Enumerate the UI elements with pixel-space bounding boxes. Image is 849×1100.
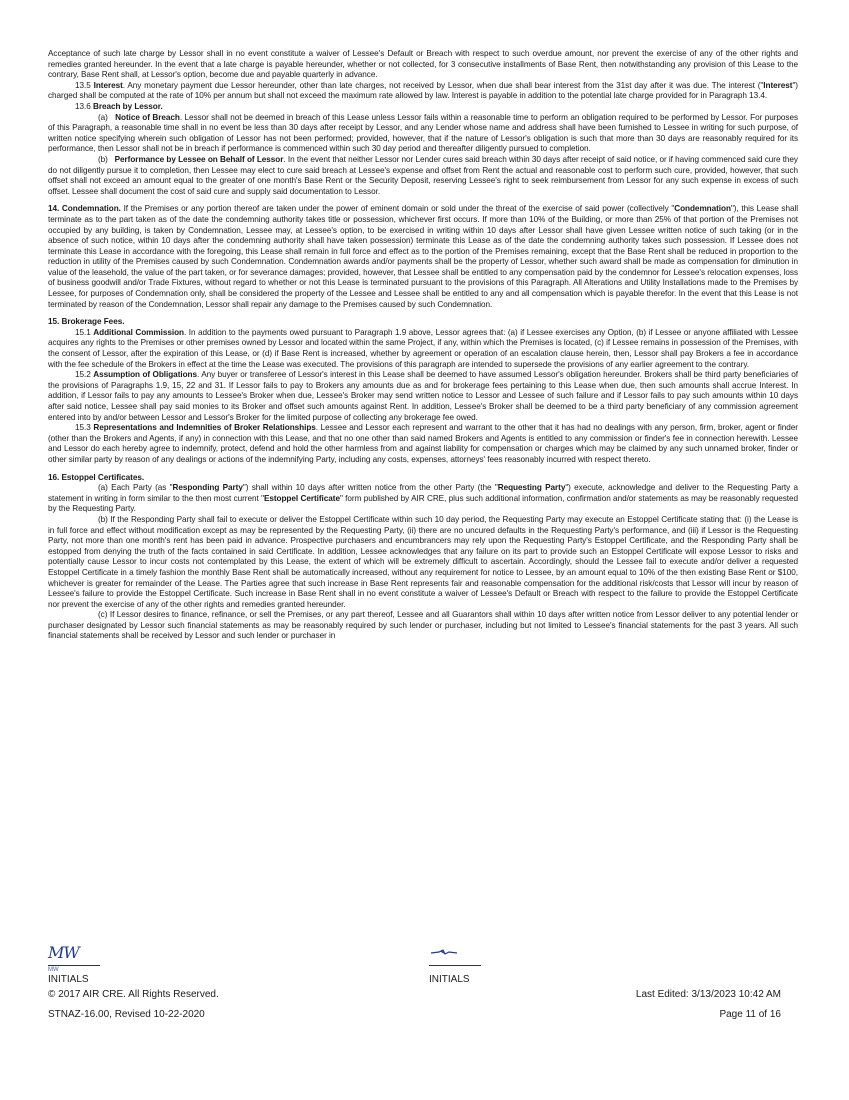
subsection-number: (c) — [98, 610, 108, 620]
subsection-number: (b) — [98, 154, 108, 164]
defined-term: Responding Party — [172, 483, 243, 493]
lessee-initials-block — [429, 945, 509, 986]
paragraph-text: If the Responding Party shall fail to execute or deliver the Estoppel Certificate within such 10 day period, the Requesting Party may execute an Estoppel Certificate stating that: (i) the Lease is in full force and effect without modification except as may be represented by the Requesting Party, (ii) there are no uncured defaults in the Requesting Party's performance, and (iii) if Lessor is the Requesting Party, not more than one month's rent has been paid in advance. Prospective purchasers and encumbrancers may rely upon the Requesting Party's Estoppel Certificate, and the Responding Party shall be estopped from denying the truth of the facts contained in said Certificate. In addition, Lessee acknowledges that any failure on its part to provide such an Estoppel Certificate will expose Lessor to risks and potentially cause Lessor to incur costs not contemplated by this Lease, the extent of which will be extremely difficult to ascertain. Accordingly, should the Lessee fail to execute and/or deliver a requested Estoppel Certificate in a timely fashion the monthly Base Rent shall be automatically increased, without any requirement for notice to Lessee, by an amount equal to 10% of the then existing Base Rent or $100, whichever is greater for remainder of the Lease. The Parties agree that such increase in Base Rent represents fair and reasonable compensation for the additional risk/costs that Lessor will incur by reason of Lessee's failure to provide the Estoppel Certificate. Such increase in Base Rent shall in no event constitute a waiver of Lessee's Default or Breach with respect to the failure to provide the Estoppel Certificate nor prevent the exercise of any of the other rights and remedies granted hereunder. — [48, 514, 798, 609]
paragraph-text: . Lessor shall not be deemed in breach of this Lease unless Lessor fails within a reasonable time to perform an obligation required to be performed by Lessor. For purposes of this Paragraph, a reasonable time shall in no event be less than 30 days after receipt by Lessor, and any Lender whose name and address shall have been furnished to Lessee in writing for such purpose, of written notice specifying wherein such obligation of Lessor has not been performed; provided, however, that if the nature of Lessor's obligation is such that more than 30 days are reasonably required for its performance, then Lessor shall not be in breach if performance is commenced within such 30 day period and thereafter diligently pursued to completion. — [48, 112, 798, 154]
paragraph-text: "), this Lease shall terminate as to the part taken as of the date the condemning authority takes title or possession, whichever first occurs. If more than 10% of the Building, or more than 25% of that portion of the Premises not occupied by any building, is taken by Condemnation, Lessee may, at Lessee's option, to be exercised in writing within 10 days after Lessor shall have given Lessee written notice of such taking (or in the absence of such notice, within 10 days after the condemning authority shall have taken possession) terminate this Lease as of the date the condemning authority takes such possession. If Lessee does not terminate this Lease in accordance with the foregoing, this Lease shall remain in full force and effect as to the portion of the Premises remaining, except that the Base Rent shall be reduced in proportion to the reduction in utility of the Premises caused by such Condemnation. Condemnation awards and/or payments shall be the property of Lessor, whether such award shall be made as compensation for diminution in value of the leasehold, the value of the part taken, or for severance damages; provided, however, that Lessee shall be entitled to any compensation paid by the condemnor for Lessee's relocation expenses, loss of business goodwill and/or Trade Fixtures, without regard to whether or not this Lease is terminated pursuant to the provisions of this Paragraph. All Alterations and Utility Installations made to the Premises by Lessee, for purposes of Condemnation only, shall be considered the property of the Lessee and Lessee shall be entitled to any and all compensation which is payable therefor. In the event that this Lease is not terminated by reason of the Condemnation, Lessor shall repair any damage to the Premises caused by such Condemnation. — [48, 204, 798, 309]
lessor-initials-block — [48, 945, 128, 986]
defined-term: Requesting Party — [497, 483, 566, 493]
paragraph-text: Acceptance of such late charge by Lessor shall in no event constitute a waiver of Lessee's Default or Breach with respect to such overdue amount, nor prevent the exercise of any of the other rights and remedies granted hereunder. In the event that a late charge is payable hereunder, whether or not collected, for 3 consecutive installments of Base Rent, then notwithstanding any provision of this Lease to the contrary, Base Rent shall, at Lessor's option, become due and payable quarterly in advance. — [48, 49, 798, 80]
section-title: Interest — [93, 80, 123, 90]
paragraph-text: ") shall within 10 days after written notice from the other Party (the " — [242, 483, 498, 493]
defined-term: Condemnation — [674, 204, 731, 214]
section-15-3 — [48, 423, 798, 465]
section-13-6-b — [48, 155, 798, 197]
section-16 — [48, 473, 798, 484]
footer-row — [48, 988, 781, 1008]
section-15-1 — [48, 328, 798, 370]
paragraph-text: ") execute, acknowledge and deliver to the Requesting Party a statement in writing in form similar to the then most current " — [48, 483, 798, 503]
paragraph-late-charge — [48, 49, 798, 81]
paragraph-text: ") charged shall be computed at the rate of 10% per annum but shall not exceed the maximum rate allowed by law. Interest is payable in addition to the potential late charge provided for in Paragraph 13.4. — [48, 80, 798, 101]
page-number: Page 11 of 16 — [719, 1009, 781, 1020]
defined-term: Interest — [763, 80, 793, 90]
initials-signature[interactable]: MW — [48, 943, 79, 962]
subsection-number: (a) — [98, 483, 108, 493]
section-16-c — [48, 610, 798, 642]
paragraph-text: If Lessor desires to finance, refinance, or sell the Premises, or any part thereof, Lessee and all Guarantors shall within 10 days after written notice from Lessor deliver to any potential lender or purchaser designated by Lessor such financial statements as may be reasonably required by such lender or purchaser, including but not limited to Lessee's financial statements for the past 3 years. All such financial statements shall be received by Lessor and such lender or purchaser in — [48, 610, 798, 641]
paragraph-text: . Any buyer or transferee of Lessor's interest in this Lease shall be deemed to have assumed Lessor's obligation hereunder. Brokers shall be third party beneficiaries of the provisions of Paragraphs 1.9, 15, 22 and 31. If Lessor fails to pay to Brokers any amounts due as and for brokerage fees pertaining to this Lease when due, then such amounts shall accrue Interest. In addition, if Lessor fails to pay any amounts to Lessee's Broker when due, Lessee's Broker may send written notice to Lessor and Lessee of such failure and if Lessor fails to pay such amounts within 10 days after said notice, Lessee shall pay said monies to its Broker and offset such amounts against Rent. In addition, Lessee's Broker shall be deemed to be a third party beneficiary of any commission agreement entered into by and/or between Lessor and Lessor's Broker for the limited purpose of collecting any brokerage fee owed. — [48, 370, 798, 422]
subsection-number: (b) — [98, 514, 108, 524]
defined-term: Estoppel Certificate — [263, 493, 340, 503]
paragraph-text: . In addition to the payments owed pursuant to Paragraph 1.9 above, Lessor agrees that: (a) if Lessee exercises any Option, (b) if Lessee or anyone affiliated with Lessee acquires any rights to the Premises or other premises owned by Lessor and located within the same Project, if any, within which the Premises is located, (c) if Lessee remains in possession of the Premises, with the consent of Lessor, after the expiration of this Lease, or (d) if Base Rent is increased, whether by agreement or operation of an escalation clause herein, then, Lessor shall pay Brokers a fee in accordance with the fee schedule of the Brokers in effect at the time the Lease was executed. The provisions of this paragraph are intended to supersede the provisions of any earlier agreement to the contrary. — [48, 327, 798, 369]
initials-signature-caption: MW — [48, 967, 59, 973]
footer-row — [48, 1008, 781, 1028]
paragraph-text: " form published by AIR CRE, plus such additional information, confirmation and/or statements as may be reasonably requested by the Requesting Party. — [48, 493, 799, 514]
section-title: Representations and Indemnities of Broker Relationships — [93, 423, 316, 433]
section-13-6: 13.6 Breach by Lessor. — [75, 101, 163, 111]
paragraph-text: . Any monetary payment due Lessor hereunder, other than late charges, not received by Lessor, when due shall bear interest from the 31st day after it was due. The interest (" — [122, 80, 764, 90]
form-id: STNAZ-16.00, Revised 10-22-2020 — [48, 1009, 205, 1020]
section-title: 16. Estoppel Certificates. — [48, 472, 145, 482]
initials-label: INITIALS — [48, 974, 89, 985]
section-title: 15. Brokerage Fees. — [48, 317, 125, 327]
section-13-6-a — [48, 113, 798, 155]
section-number: 13.5 — [75, 80, 91, 90]
initials-label: INITIALS — [429, 974, 470, 985]
section-15-2 — [48, 370, 798, 423]
paragraph-text: Each Party (as " — [107, 483, 173, 493]
section-title: Assumption of Obligations — [93, 370, 197, 380]
subsection-title: Performance by Lessee on Behalf of Lessor — [114, 154, 284, 164]
lease-body — [48, 49, 798, 642]
copyright-notice: © 2017 AIR CRE. All Rights Reserved. — [48, 989, 219, 1000]
signature-scribble-icon — [429, 947, 459, 959]
initials-spacer — [429, 966, 509, 974]
paragraph-text: . In the event that neither Lessor nor Lender cures said breach within 30 days after receipt of said notice, or if having commenced said cure they do not diligently pursue it to completion, then Lessee may elect to cure said breach at Lessee's expense and offset from Rent the actual and reasonable cost to perform such cure, provided, however, that such offset shall not exceed an amount equal to the greater of one month's Base Rent or the Security Deposit, reserving Lessee's right to seek reimbursement from Lessor for any such expense in excess of such offset. Lessee shall document the cost of said cure and supply said documentation to Lessor. — [48, 154, 798, 196]
section-number: 15.2 — [75, 370, 91, 380]
section-16-a — [48, 483, 798, 515]
paragraph-text: If the Premises or any portion thereof are taken under the power of eminent domain or sold under the threat of the exercise of said power (collectively " — [120, 204, 675, 214]
initials-signature-mark[interactable] — [429, 945, 509, 965]
section-number: 15.3 — [75, 423, 91, 433]
last-edited: Last Edited: 3/13/2023 10:42 AM — [635, 989, 781, 1000]
subsection-number: (a) — [98, 112, 108, 122]
section-title: Additional Commission — [93, 327, 184, 337]
section-14 — [48, 204, 798, 310]
section-13-5 — [48, 81, 798, 102]
section-16-b — [48, 515, 798, 610]
section-title: 14. Condemnation. — [48, 204, 121, 214]
paragraph-text: . Lessee and Lessor each represent and warrant to the other that it has had no dealings with any person, firm, broker, agent or finder (other than the Brokers and Agents, if any) in connection with this Lease, and that no one other than said named Brokers and Agents is entitled to any commission or finder's fee in connection herewith. Lessee and Lessor do each hereby agree to indemnify, protect, defend and hold the other harmless from and against liability for compensation or charges which may be claimed by any such unnamed broker, finder or other similar party by reason of any dealings or actions of the indemnifying Party, including any costs, expenses, attorneys' fees reasonably incurred with respect thereto. — [48, 423, 798, 464]
section-title: Breach by Lessor — [92, 101, 161, 111]
page-footer — [48, 988, 781, 1028]
section-15 — [48, 317, 798, 328]
subsection-title: Notice of Breach — [115, 112, 180, 122]
section-number: 13.6 — [75, 101, 91, 111]
section-number: 15.1 — [75, 327, 91, 337]
